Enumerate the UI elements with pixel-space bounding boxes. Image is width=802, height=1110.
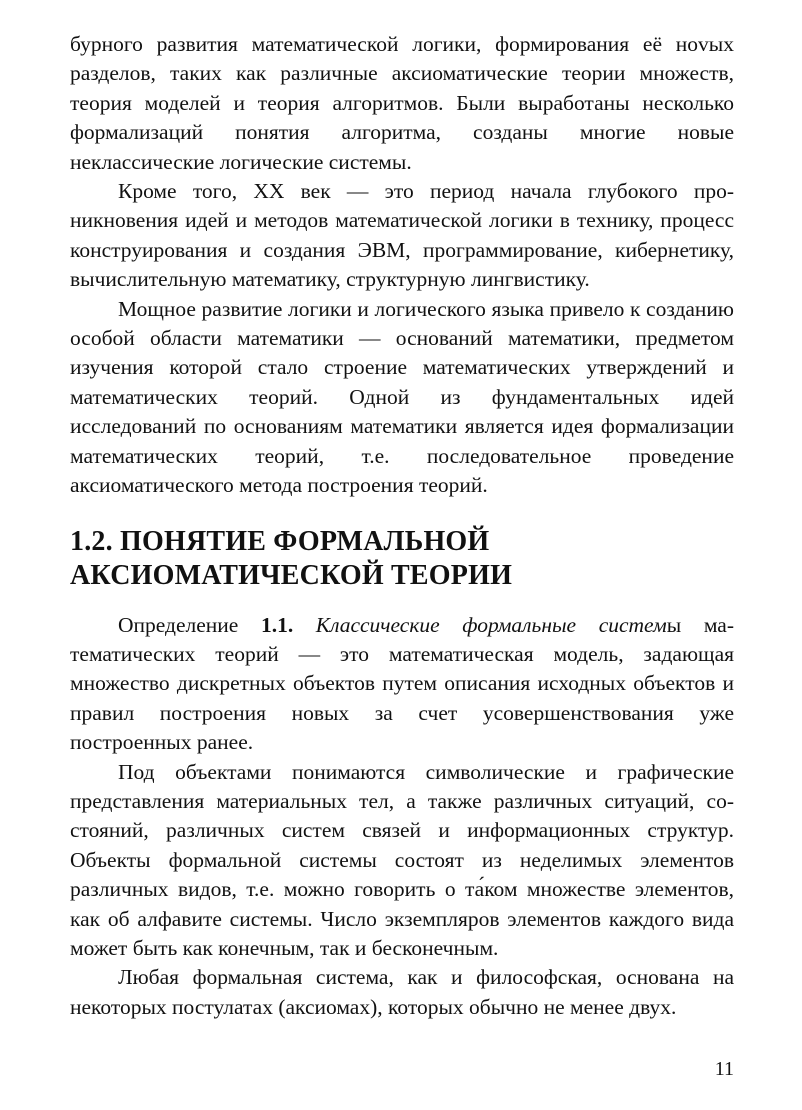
definition-paragraph: [70, 611, 734, 758]
page-number: 11: [714, 1058, 734, 1080]
paragraph-xx-century: Кроме того, XX век — это период начала глубокого проникновения идей и методов математической логики в технику, процесс конструирования и создания ЭВМ, программирование, кибернетику, вычислительную математику, структурную лингвистику.: [70, 179, 734, 292]
section-heading-line-2: АКСИОМАТИЧЕСКОЙ ТЕОРИИ: [70, 559, 513, 591]
section-heading: [70, 525, 734, 593]
paragraph-postulates: Любая формальная система, как и философская, основана на некоторых постулатах (аксиомах), которых обычно не менее двух.: [70, 965, 734, 1019]
definition-number: 1.1.: [260, 612, 294, 637]
paragraph-foundations: Мощное развитие логики и логического языка привело к созданию особой области математики — оснований математики, предметом изучения которой стало строение математических утверждений и математических теорий. Одной из фундаментальных идей исследований по основаниям математики является идея формализации математических теорий, т.е. последовательное проведение аксиоматического метода построения теорий.: [70, 296, 734, 498]
definition-term: Классические формальные систем: [293, 612, 667, 637]
paragraph-objects: Под объектами понимаются символические и графические представления материальных тел, а также различных ситуаций, состояний, различных систем связей и информационных структур. Объекты формальной системы состоят из неделимых элементов различных видов, т.е. можно говорить о та́ком множестве элементов, как об алфавите системы. Число экземпляров элементов каждого вида может быть как конечным, так и бесконечным.: [70, 759, 734, 960]
definition-label: Определение: [118, 612, 261, 637]
page-body: [70, 30, 734, 1022]
section-heading-line-1: 1.2. ПОНЯТИЕ ФОРМАЛЬНОЙ: [70, 525, 490, 557]
paragraph-continuation: бурного развития математической логики, формирования её ноvых разделов, таких как различные аксиоматические теории множеств, теория моделей и теория алгоритмов. Были выработаны несколько формализаций понятия алгоритма, созданы многие новые неклассические логические системы.: [70, 32, 734, 174]
definition-text: ы математических теорий — это математическая модель, задающая множество дискретных объектов путем описания исходных объектов и правил построения новых за счет усовершенствования уже построенных ранее.: [70, 612, 735, 755]
